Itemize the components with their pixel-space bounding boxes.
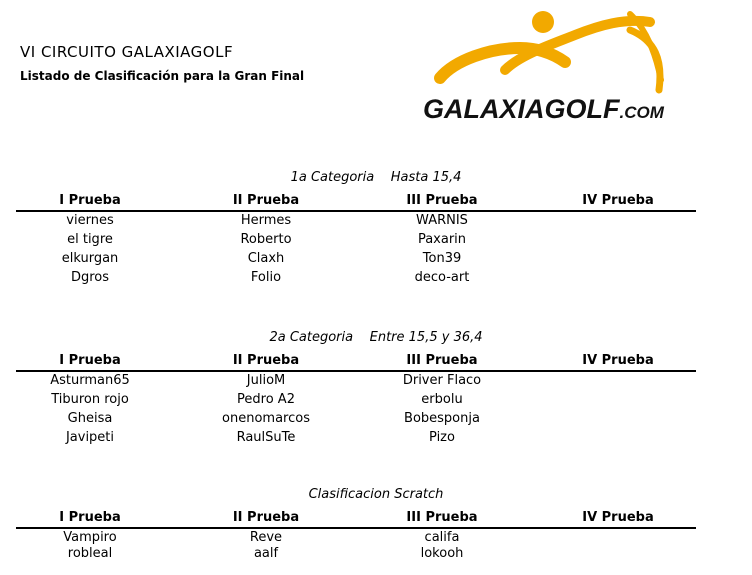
logo-wordmark-main: GALAXIAGOLF: [423, 94, 620, 124]
table-row: [0, 546, 752, 564]
player-name: Bobesponja: [404, 411, 480, 426]
document-subtitle: Listado de Clasificación para la Gran Final: [20, 69, 305, 83]
player-name: Hermes: [240, 213, 292, 228]
table-row: [0, 373, 752, 391]
player-name: lokooh: [420, 546, 464, 561]
player-name: onenomarcos: [222, 411, 310, 426]
header-divider: [16, 370, 696, 372]
player-name: Paxarin: [417, 232, 467, 247]
column-header: III Prueba: [406, 193, 478, 208]
player-name: Roberto: [240, 232, 292, 247]
logo-swoosh-tail: [630, 30, 660, 90]
column-header: II Prueba: [232, 353, 300, 368]
player-name: RaulSuTe: [236, 430, 296, 445]
table-row: [0, 251, 752, 269]
player-name: Pizo: [429, 430, 455, 445]
column-header: I Prueba: [59, 353, 121, 368]
player-name: Ton39: [422, 251, 462, 266]
header-divider: [16, 210, 696, 212]
section-title: Clasificacion Scratch: [308, 487, 444, 502]
player-name: deco-art: [414, 270, 470, 285]
player-name: Claxh: [247, 251, 285, 266]
player-name: Pedro A2: [237, 392, 295, 407]
player-name: robleal: [67, 546, 113, 561]
column-header: I Prueba: [59, 510, 121, 525]
header-divider: [16, 527, 696, 529]
player-name: califa: [424, 530, 460, 545]
column-header: III Prueba: [406, 510, 478, 525]
logo-head: [532, 11, 554, 33]
player-name: Gheisa: [67, 411, 113, 426]
player-name: Dgros: [70, 270, 110, 285]
table-row: [0, 411, 752, 429]
player-name: Vampiro: [63, 530, 117, 545]
table-row: [0, 392, 752, 410]
logo-wordmark: [423, 94, 665, 124]
player-name: Tiburon rojo: [51, 392, 129, 407]
table-row: [0, 430, 752, 448]
column-header: II Prueba: [232, 510, 300, 525]
player-name: Driver Flaco: [402, 373, 482, 388]
player-name: Folio: [250, 270, 282, 285]
player-name: erbolu: [421, 392, 463, 407]
player-name: viernes: [66, 213, 114, 228]
section-title: 1a Categoria Hasta 15,4: [290, 170, 462, 185]
column-header: II Prueba: [232, 193, 300, 208]
player-name: Asturman65: [50, 373, 130, 388]
table-row: [0, 232, 752, 250]
player-name: elkurgan: [61, 251, 119, 266]
table-header: [0, 353, 752, 369]
column-header: I Prueba: [59, 193, 121, 208]
column-header: III Prueba: [406, 353, 478, 368]
player-name: Javipeti: [65, 430, 115, 445]
table-row: [0, 270, 752, 288]
player-name: Reve: [249, 530, 283, 545]
logo-wordmark-suffix: .COM: [619, 103, 664, 122]
galaxiagolf-logo: [415, 0, 715, 130]
player-name: JulioM: [246, 373, 286, 388]
table-row: [0, 213, 752, 231]
table-header: [0, 193, 752, 209]
column-header: IV Prueba: [582, 510, 654, 525]
column-header: IV Prueba: [582, 353, 654, 368]
column-header: IV Prueba: [582, 193, 654, 208]
table-header: [0, 510, 752, 526]
document-title: VI CIRCUITO GALAXIAGOLF: [20, 43, 234, 61]
player-name: aalf: [253, 546, 279, 561]
player-name: WARNIS: [416, 213, 468, 228]
player-name: el tigre: [67, 232, 113, 247]
section-title: 2a Categoria Entre 15,5 y 36,4: [269, 330, 483, 345]
